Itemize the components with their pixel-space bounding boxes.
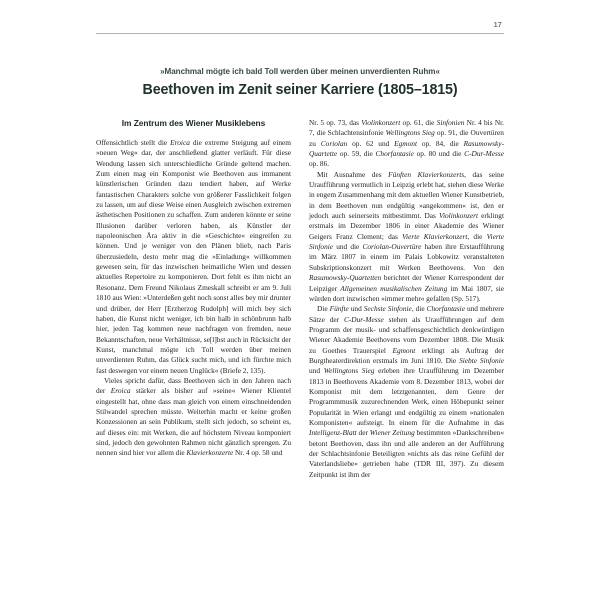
work-title: Allgemeinen musikalischen Zeitung [340, 283, 448, 293]
paragraph: Vieles spricht dafür, dass Beethoven sich in den Jahren nach der Eroica stärker als bisher auf »seine« Wiener Klientel eingestellt hat, ohne dass man gleich von einem einschneidenden Stilwandel sprechen müsste. Weiterhin macht er keine großen Konzessionen an sein Publikum, stellt sich jedoch, so scheint es, auf dieses ein: mit Werken, die auf höchstem Niveau komponiert sind, jedoch den gewohnten Rahmen nicht gänzlich sprengen. Zu nennen sind hier vor allem die Klavierkonzerte Nr. 4 op. 58 und [96, 375, 291, 458]
work-title: Egmont [394, 138, 417, 148]
work-title: Siebte Sinfonie [459, 355, 504, 365]
column-left-body [96, 138, 291, 459]
work-title: C-Dur-Messe [343, 314, 384, 324]
work-title: Vierte Sinfonie [309, 231, 505, 252]
work-title: C-Dur-Messe [464, 149, 504, 159]
work-title: Coriolan [320, 138, 348, 148]
work-title: Violinkonzert [361, 118, 401, 127]
work-title: Sinfonien [436, 118, 465, 127]
work-title: Violinkonzert [439, 211, 479, 221]
chapter-title: Beethoven im Zenit seiner Karriere (1805–1815) [142, 82, 458, 98]
work-title: Eroica [170, 138, 190, 147]
work-title: Egmont [392, 345, 416, 355]
work-title: Rasumowsky-Quartette [309, 138, 505, 159]
text-columns [96, 118, 504, 578]
work-title: Chorfantasie [375, 149, 414, 159]
work-title: Eroica [110, 386, 131, 396]
work-title: Coriolan-Ouvertüre [362, 242, 422, 252]
chapter-kicker-quote: »Manchmal mögte ich bald Toll werden über meinen unverdienten Ruhm« [160, 67, 440, 76]
running-head [96, 20, 504, 40]
work-title: Rasumowsky-Quartetten [309, 273, 382, 283]
paragraph: Die Fünfte und Sechste Sinfonie, die Chorfantasie und mehrere Sätze der C-Dur-Messe stehen als Uraufführungen auf dem Programm der musik- und schaffensgeschichtlich denkwürdigen Wiener Akademie Beethovens vom Dezember 1808. Die Musik zu Goethes Trauerspiel Egmont erklingt als Auftrag der Burgtheaterdirektion erstmals im Juni 1810. Die Siebte Sinfonie und Wellingtons Sieg erleben ihre Uraufführung im Dezember 1813 in Beethovens Akademie vom 8. Dezember 1813, wobei der Komponist mit dem letztgenannten, dem Genre der Programmmusik zuzurechnenden Werk, einen Höhepunkt seiner Popularität in Wien erlangt und endgültig zu einem »nationalen Komponisten« aufsteigt. In einem für die Aufnahme in das Intelligenz-Blatt der Wiener Zeitung bestimmten »Dankschreiben« betont Beethoven, dass ihn und alle anderen an der Aufführung der Schlachtsinfonie Beteiligten »nichts als das reine Gefühl der Vaterlandsliebe« getrieben habe (TDR III, 397). Zu diesem Zeitpunkt ist ihm der [309, 304, 505, 479]
page-number: 17 [493, 20, 502, 29]
work-title: Wiener Zeitung [369, 428, 415, 438]
work-title: Chorfantasie [426, 304, 465, 314]
header-rule [96, 33, 504, 34]
work-title: Wellingtons Sieg [385, 128, 435, 138]
title-block [96, 66, 504, 99]
work-title: Intelligenz-Blatt [309, 428, 357, 438]
work-title: Fünfte [329, 304, 349, 314]
work-title: Wellingtons Sieg [323, 366, 375, 376]
section-heading: Im Zentrum des Wiener Musiklebens [121, 118, 266, 128]
work-title: Sechste Sinfonie [363, 304, 412, 314]
work-title: Klavierkonzerte [186, 448, 234, 458]
column-right [309, 118, 504, 480]
paragraph: Mit Ausnahme des Fünften Klavierkonzerts, das seine Uraufführung vermutlich in Leipzig erlebt hat, stehen diese Werke in engem Zusammenhang mit dem aktuellen Wiener Kunstbetrieb, in dem Beethoven nun endgültig »angekommen« ist, den er jedoch auch seinerseits mitbestimmt. Das Violinkonzert erklingt erstmals im Dezember 1806 in einer Akademie des Wiener Geigers Franz Clement; das Vierte Klavierkonzert, die Vierte Sinfonie und die Coriolan-Ouvertüre haben ihre Erstaufführung im März 1807 in einem im Palais Lobkowitz veranstalteten Subskriptionskonzert mit Werken Beethovens. Von den Rasumowsky-Quartetten berichtet der Wiener Korrespondent der Leipziger Allgemeinen musikalischen Zeitung im Mai 1807, sie würden dort inzwischen »immer mehr« gefallen (Sp. 517). [309, 169, 505, 303]
column-left [96, 118, 291, 459]
work-title: Fünften Klavierkonzerts [388, 169, 465, 179]
paragraph: Nr. 5 op. 73, das Violinkonzert op. 61, die Sinfonien Nr. 4 bis Nr. 7, die Schlachtensinfonie Wellingtons Sieg op. 91, die Ouvertüren zu Coriolan op. 62 und Egmont op. 84, die Rasumowsky-Quartette op. 59, die Chorfantasie op. 80 und die C-Dur-Messe op. 86. [309, 118, 505, 169]
column-right-body [309, 118, 504, 480]
paragraph: Offensichtlich stellt die Eroica die extreme Steigung auf einem »neuen Weg« dar, der anschließend glatter verläuft. Für diese Wendung lassen sich unterschiedliche Gründe geltend machen. Zum einen mag ein Komponist wie Beethoven aus immanent künstlerischen Gründen dazu tendiert haben, auf Werke fantastischen Charakters solche von größerer Fasslichkeit folgen zu lassen, um auf diese Weise einen Ausgleich zwischen extremen ästhetischen Positionen zu schaffen. Zum anderen könnte er seine Illusionen darüber verloren haben, als Künstler der napoleonischen Ära aktiv in die »Geschichte« eingreifen zu können. Und je weniger von den Plänen blieb, nach Paris überzusiedeln, desto mehr mag die »Einladung« willkommen gewesen sein, für das inzwischen heimatliche Wien und dessen aktuelles Repertoire zu komponieren. Dort fehlt es ihm nicht an Resonanz. Dem Freund Nikolaus Zmeskall schreibt er am 9. Juli 1810 aus Wien: »Unterdeßen geht noch sonst alles bey mir drunter und drüber, der Herr [Erzherzog Rudolph] will mich bey sich haben, die Kunst nicht weniger, ich bin halb in schönbrunn halb hier, jeden Tag kommen neue nachfragen von fremden, neue Bekanntschaften, neue Verhältnisse, se[l]bst auch in Rücksicht der Kunst, manchmal mögte ich Toll werden über meinen unverdienten Ruhm, das Glück sucht mich, und ich fürchte mich fast deswegen vor einem neuen Unglück« (Briefe 2, 135). [96, 138, 291, 375]
work-title: Vierte Klavierkonzert [402, 231, 468, 241]
